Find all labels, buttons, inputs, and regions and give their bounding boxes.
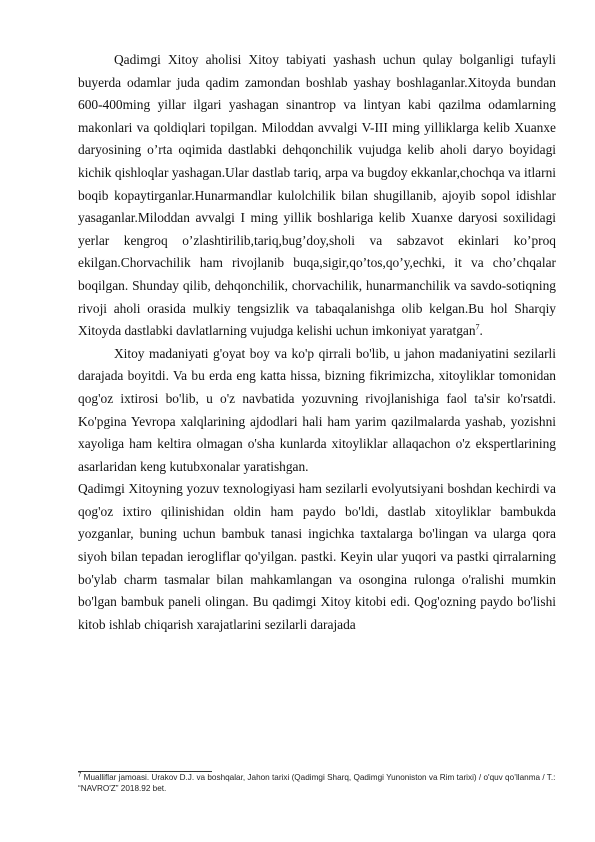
- footnote-divider: [78, 771, 212, 772]
- paragraph-text: Xitoy madaniyati g'oyat boy va ko'p qirrali bo'lib, u jahon madaniyatini sezilarli darajada boyitdi. Va bu erda eng katta hissa, bizning fikrimizcha, xitoyliklar tomonidan qog'oz ixtirosi bo'lib, u o'z navbatida yozuvning rivojlanishiga faol ta'sir ko'rsatdi. Ko'pgina Yevropa xalqlarining ajdodlari hali ham yarim qazilmalarda yashab, yozishni xayoliga ham keltira olmagan o'sha kunlarda xitoyliklar allaqachon o'z ekspertlarining asarlaridan keng kutubxonalar yaratishgan.: [78, 345, 556, 474]
- paragraph-text: Qadimgi Xitoy aholisi Xitoy tabiyati yashash uchun qulay bolganligi tufayli buyerda odamlar juda qadim zamondan boshlab yashay boshlaganlar.Xitoyda bundan 600-400ming yillar ilgari yashagan sinantrop va lintyan kabi qazilma odamlarning makonlari va qoldiqlari topilgan. Miloddan avvalgi V-III ming yilliklarga kelib Xuanxe daryosining o’rta oqimida dastlabki dehqonchilik vujudga kelib aholi daryo boyidagi kichik qishloqlar yashagan.Ular dastlab tariq, arpa va bugdoy ekkanlar,chochqa va itlarni boqib kopaytirganlar.Hunarmandlar kulolchilik bilan shugillanib, ajoyib sopol idishlar yasaganlar.Miloddan avvalgi I ming yillik boshlariga kelib Xuanxe daryosi soxilidagi yerlar kengroq o’zlashtirilib,tariq,bug’doy,sholi va sabzavot ekinlari ko’proq ekilgan.Chorvachilik ham rivojlanib buqa,sigir,qo’tos,qo’y,echki, it va cho’chqalar boqilgan. Shunday qilib, dehqonchilik, chorvachilik, hunarmanchilik va savdo-sotiqning rivoji aholi orasida mulkiy tengsizlik va tabaqalanishga olib kelgan.Bu hol Sharqiy Xitoyda dastlabki davlatlarning vujudga kelishi uchun imkoniyat yaratgan: [78, 52, 556, 339]
- footnote-text: Mualliflar jamoasi. Urakov D.J. va boshqalar, Jahon tarixi (Qadimgi Sharq, Qadimgi Yunoniston va Rim tarixi) / o'quv qo’llanma / T.: “NAVRO'Z” 2018.92 bet.: [78, 773, 556, 793]
- page-body: [78, 49, 556, 636]
- paragraph-chinese-culture: [78, 343, 556, 479]
- footnote-reference[interactable]: 7: [475, 322, 480, 332]
- paragraph-writing-technology: [78, 478, 556, 636]
- paragraph-text: Qadimgi Xitoyning yozuv texnologiyasi ham sezilarli evolyutsiyani boshdan kechirdi va qog'oz ixtiro qilinishidan oldin ham paydo bo'ldi, dastlab xitoyliklar bambukda yozganlar, buning uchun bambuk tanasi ingichka taxtalarga bo'lingan va ularga qora siyoh bilan tepadan ierogliflar qo'yilgan. pastki. Keyin ular yuqori va pastki qirralarning bo'ylab charm tasmalar bilan mahkamlangan va osongina rulonga o'ralishi mumkin bo'lgan bambuk paneli olingan. Bu qadimgi Xitoy kitobi edi. Qog'ozning paydo bo'lishi kitob ishlab chiqarish xarajatlarini sezilarli darajada: [78, 481, 556, 632]
- footnote: [78, 773, 556, 795]
- paragraph-end-punctuation: .: [479, 323, 483, 339]
- footnote-number: 7: [78, 772, 82, 779]
- paragraph-ancient-china-population: [78, 49, 556, 343]
